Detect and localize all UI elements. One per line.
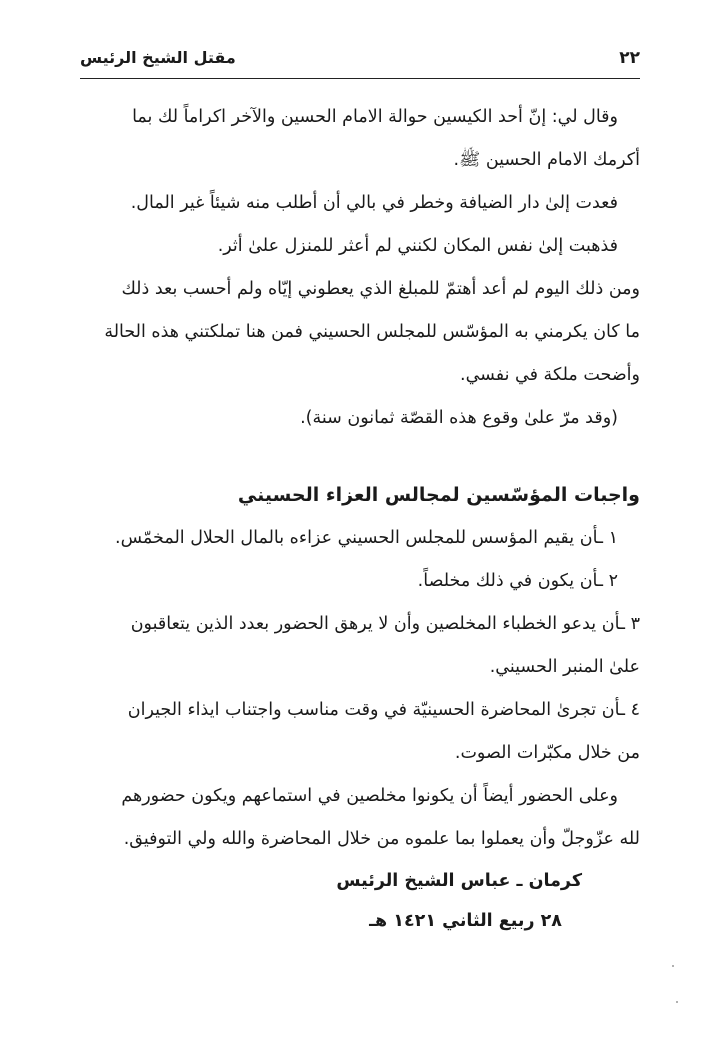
closing-line: وعلى الحضور أيضاً أن يكونوا مخلصين في استماعهم ويكون حضورهم [121, 786, 618, 806]
page-header [80, 44, 640, 79]
list-item: ٣ ـأن يدعو الخطباء المخلصين وأن لا يرهق الحضور بعدد الذين يتعاقبون [130, 614, 640, 634]
page-number: ٢٢ [619, 48, 640, 68]
list-item: علىٰ المنبر الحسيني. [489, 657, 640, 677]
story-line: فذهبت إلىٰ نفس المكان لكنني لم أعثر للمنزل علىٰ أثر. [217, 236, 618, 256]
list-item: ١ ـأن يقيم المؤسس للمجلس الحسيني عزاءه بالمال الحلال المخمّس. [115, 528, 618, 548]
signature-date: ٢٨ ربيع الثاني ١٤٢١ هـ [369, 911, 562, 931]
story-line: وأضحت ملكة في نفسي. [460, 365, 640, 385]
scan-speck [676, 1001, 678, 1003]
list-item: من خلال مكبّرات الصوت. [454, 743, 640, 763]
story-line: وقال لي: إنّ أحد الكيسين حوالة الامام الحسين والآخر اكراماً لك بما [132, 107, 618, 127]
scan-speck [672, 965, 674, 967]
spacer [80, 440, 640, 474]
story-line: فعدت إلىٰ دار الضيافة وخطر في بالي أن أطلب منه شيئاً غير المال. [130, 193, 618, 213]
list-item: ٤ ـأن تجرىٰ المحاضرة الحسينيّة في وقت مناسب واجتناب ايذاء الجيران [127, 700, 640, 720]
story-line: (وقد مرّ علىٰ وقوع هذه القصّة ثمانون سنة). [300, 408, 618, 428]
story-line: ومن ذلك اليوم لم أعد أهتمّ للمبلغ الذي يعطوني إيّاه ولم أحسب بعد ذلك [121, 279, 640, 299]
list-item: ٢ ـأن يكون في ذلك مخلصاً. [417, 571, 618, 591]
section-heading: واجبات المؤسّسين لمجالس العزاء الحسيني [237, 484, 640, 506]
closing-line: لله عزّوجلّ وأن يعملوا بما علموه من خلال المحاضرة والله ولي التوفيق. [123, 829, 640, 849]
running-title: مقتل الشيخ الرئيس [80, 48, 236, 67]
story-line: أكرمك الامام الحسين ﷺ. [453, 150, 640, 170]
page-body [80, 96, 640, 941]
story-line: ما كان يكرمني به المؤسّس للمجلس الحسيني فمن هنا تملكتني هذه الحالة [104, 322, 640, 342]
signature-author: كرمان ـ عباس الشيخ الرئيس [336, 871, 582, 891]
